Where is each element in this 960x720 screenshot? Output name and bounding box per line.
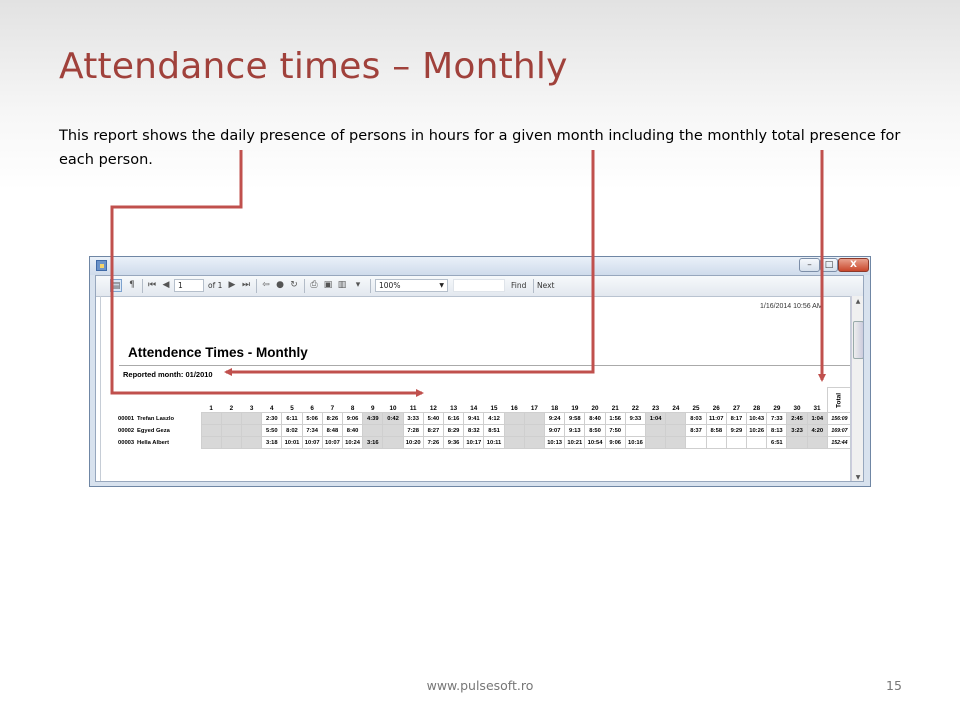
day-cell: 10:16 [625, 437, 645, 449]
employee-id: 00002 [118, 427, 135, 434]
day-cell [383, 437, 403, 449]
day-cell: 9:29 [726, 425, 746, 437]
day-cell [241, 425, 261, 437]
total-cell: 156:09 [827, 413, 851, 425]
footer-url: www.pulsesoft.ro [426, 678, 534, 693]
day-header: 26 [712, 405, 720, 412]
day-cell [524, 437, 544, 449]
parameters-icon[interactable]: ¶ [129, 280, 135, 290]
day-header: 12 [429, 405, 437, 412]
day-cell: 4:39 [363, 413, 383, 425]
maximize-button[interactable]: □ [820, 258, 838, 272]
day-cell [504, 425, 524, 437]
day-header: 7 [330, 405, 335, 412]
day-cell: 10:01 [282, 437, 302, 449]
day-cell [625, 425, 645, 437]
day-header: 8 [350, 405, 355, 412]
day-header: 27 [732, 405, 740, 412]
day-cell: 10:26 [747, 425, 767, 437]
day-cell [706, 437, 726, 449]
stop-icon[interactable]: ● [276, 280, 284, 290]
day-cell [807, 437, 827, 449]
employee-row [118, 413, 851, 425]
day-cell [504, 413, 524, 425]
day-cell: 6:16 [444, 413, 464, 425]
day-header: 4 [270, 405, 274, 412]
day-cell: 7:34 [302, 425, 322, 437]
day-cell: 8:50 [585, 425, 605, 437]
day-cell: 8:37 [686, 425, 706, 437]
day-header: 5 [290, 405, 294, 412]
day-cell: 8:03 [686, 413, 706, 425]
day-cell: 9:24 [545, 413, 565, 425]
find-button[interactable]: Find [511, 281, 527, 290]
day-header: 11 [409, 405, 417, 412]
day-cell [787, 437, 807, 449]
report-viewer-window [89, 256, 871, 487]
day-cell: 7:26 [423, 437, 443, 449]
day-cell: 11:07 [706, 413, 726, 425]
day-cell [201, 437, 221, 449]
day-cell: 8:02 [282, 425, 302, 437]
day-header: 2 [229, 405, 234, 412]
employee-row [118, 425, 851, 437]
day-cell: 8:26 [322, 413, 342, 425]
divider [119, 365, 851, 366]
toolbar-separator [256, 279, 257, 293]
day-cell: 1:04 [807, 413, 827, 425]
scroll-down-icon[interactable]: ▼ [855, 474, 861, 481]
day-header: 20 [591, 405, 599, 412]
day-cell: 9:06 [605, 437, 625, 449]
day-cell: 7:33 [767, 413, 787, 425]
day-cell: 1:56 [605, 413, 625, 425]
employee-id: 00001 [118, 415, 135, 422]
day-cell: 8:13 [767, 425, 787, 437]
day-header: 19 [571, 405, 579, 412]
next-button[interactable]: Next [537, 281, 555, 290]
reported-month: Reported month: 01/2010 [123, 370, 213, 379]
day-cell: 10:21 [565, 437, 585, 449]
day-cell: 10:43 [747, 413, 767, 425]
day-cell [363, 425, 383, 437]
day-cell: 9:41 [464, 413, 484, 425]
day-header: 28 [753, 405, 761, 412]
day-cell [726, 437, 746, 449]
day-cell [241, 413, 261, 425]
day-header: 10 [389, 405, 397, 412]
day-header: 6 [310, 405, 314, 412]
day-header: 25 [692, 405, 700, 412]
day-header-row [118, 388, 851, 413]
employee-id: 00003 [118, 439, 135, 446]
export-icon[interactable]: ▾ [355, 280, 361, 290]
day-header: 31 [813, 405, 821, 412]
day-cell [524, 425, 544, 437]
page-number-input[interactable]: 1 [174, 279, 204, 292]
day-cell: 2:30 [262, 413, 282, 425]
document-map-icon[interactable]: ▤ [111, 281, 121, 291]
day-cell: 8:29 [444, 425, 464, 437]
day-cell: 7:50 [605, 425, 625, 437]
slide-title: Attendance times – Monthly [59, 46, 568, 87]
day-header: 14 [470, 405, 478, 412]
day-cell: 3:18 [262, 437, 282, 449]
day-cell: 9:13 [565, 425, 585, 437]
close-button[interactable]: X [838, 258, 869, 272]
day-cell: 6:51 [767, 437, 787, 449]
day-cell: 4:12 [484, 413, 504, 425]
day-cell: 2:45 [787, 413, 807, 425]
toolbar-separator [370, 279, 371, 293]
day-cell: 3:23 [787, 425, 807, 437]
day-cell: 5:40 [423, 413, 443, 425]
header-spacer [137, 388, 201, 413]
day-cell: 3:33 [403, 413, 423, 425]
header-spacer [118, 388, 137, 413]
day-cell: 5:50 [262, 425, 282, 437]
day-cell: 1:04 [646, 413, 666, 425]
toolbar-separator [533, 279, 534, 293]
toolbar-separator [304, 279, 305, 293]
day-header: 3 [249, 405, 254, 412]
day-header: 30 [793, 405, 801, 412]
page-setup-icon[interactable]: ▥ [337, 280, 347, 290]
report-title: Attendence Times - Monthly [128, 345, 308, 360]
employee-name: Trefan Laszlo [137, 415, 175, 422]
app-icon [96, 260, 107, 271]
day-cell: 7:28 [403, 425, 423, 437]
slide-description: This report shows the daily presence of persons in hours for a given month including the monthly total presence for each person. [59, 128, 901, 168]
day-header: 23 [652, 405, 660, 412]
find-input[interactable] [453, 279, 505, 292]
day-cell: 10:20 [403, 437, 423, 449]
window-title-bar[interactable] [90, 257, 870, 275]
day-header: 16 [510, 405, 518, 412]
day-cell: 8:17 [726, 413, 746, 425]
minimize-button[interactable]: – [799, 258, 820, 272]
last-page-icon[interactable]: ⏭ [241, 280, 251, 290]
report-viewer [95, 275, 864, 482]
day-header: 9 [371, 405, 375, 412]
scroll-thumb[interactable] [853, 321, 864, 359]
day-cell [686, 437, 706, 449]
attendance-table [118, 387, 851, 449]
zoom-value: 100% [379, 281, 401, 290]
day-cell: 8:40 [342, 425, 362, 437]
back-icon[interactable]: ⇦ [262, 280, 270, 290]
day-header: 22 [631, 405, 639, 412]
day-cell: 9:58 [565, 413, 585, 425]
day-cell [504, 437, 524, 449]
day-cell: 10:54 [585, 437, 605, 449]
day-cell: 8:48 [322, 425, 342, 437]
day-cell: 8:27 [423, 425, 443, 437]
first-page-icon[interactable]: ⏮ [147, 280, 157, 290]
day-header: 13 [450, 405, 458, 412]
day-cell [666, 425, 686, 437]
day-cell: 9:33 [625, 413, 645, 425]
scroll-up-icon[interactable]: ▲ [855, 298, 861, 305]
day-cell [646, 437, 666, 449]
day-cell: 5:06 [302, 413, 322, 425]
day-cell: 9:36 [444, 437, 464, 449]
report-timestamp: 1/16/2014 10:56 AM [760, 303, 823, 310]
day-cell [221, 425, 241, 437]
toolbar-separator [142, 279, 143, 293]
print-icon[interactable]: ⎙ [310, 280, 318, 290]
day-cell: 10:17 [464, 437, 484, 449]
employee-name: Hella Albert [137, 439, 170, 446]
previous-page-icon[interactable]: ◀ [162, 280, 170, 290]
day-cell: 8:32 [464, 425, 484, 437]
day-cell: 9:06 [342, 413, 362, 425]
day-cell: 3:16 [363, 437, 383, 449]
day-cell: 4:20 [807, 425, 827, 437]
total-cell: 169:07 [827, 425, 851, 437]
day-header: 15 [490, 405, 498, 412]
day-cell [221, 437, 241, 449]
day-header: 18 [551, 405, 559, 412]
report-toolbar [96, 276, 863, 297]
day-cell: 9:07 [545, 425, 565, 437]
day-cell [241, 437, 261, 449]
vertical-scrollbar[interactable] [851, 296, 864, 482]
day-cell: 8:51 [484, 425, 504, 437]
day-cell: 10:13 [545, 437, 565, 449]
day-cell: 10:24 [342, 437, 362, 449]
day-cell [524, 413, 544, 425]
total-cell: 152:44 [827, 437, 851, 449]
day-cell: 6:11 [282, 413, 302, 425]
chevron-down-icon: ▼ [439, 282, 444, 289]
day-cell [747, 437, 767, 449]
day-cell [221, 413, 241, 425]
total-header: Total [827, 388, 851, 413]
day-cell [201, 413, 221, 425]
day-cell: 10:07 [322, 437, 342, 449]
refresh-icon[interactable]: ↻ [290, 280, 298, 290]
employee-row [118, 437, 851, 449]
day-cell [666, 437, 686, 449]
day-cell [666, 413, 686, 425]
day-cell: 8:58 [706, 425, 726, 437]
print-layout-icon[interactable]: ▣ [323, 280, 333, 290]
page-count-label: of 1 [208, 281, 223, 290]
day-header: 21 [611, 405, 619, 412]
day-header: 24 [672, 405, 680, 412]
day-cell: 10:11 [484, 437, 504, 449]
employee-name: Egyed Geza [137, 427, 170, 434]
day-header: 29 [773, 405, 781, 412]
report-page [100, 296, 851, 482]
next-page-icon[interactable]: ▶ [228, 280, 236, 290]
page-number: 15 [886, 678, 902, 693]
day-header: 1 [209, 405, 213, 412]
day-cell: 8:40 [585, 413, 605, 425]
day-cell [646, 425, 666, 437]
day-cell: 10:07 [302, 437, 322, 449]
zoom-select[interactable] [375, 279, 448, 292]
day-cell [383, 425, 403, 437]
day-cell [201, 425, 221, 437]
day-cell: 0:42 [383, 413, 403, 425]
day-header: 17 [530, 405, 538, 412]
